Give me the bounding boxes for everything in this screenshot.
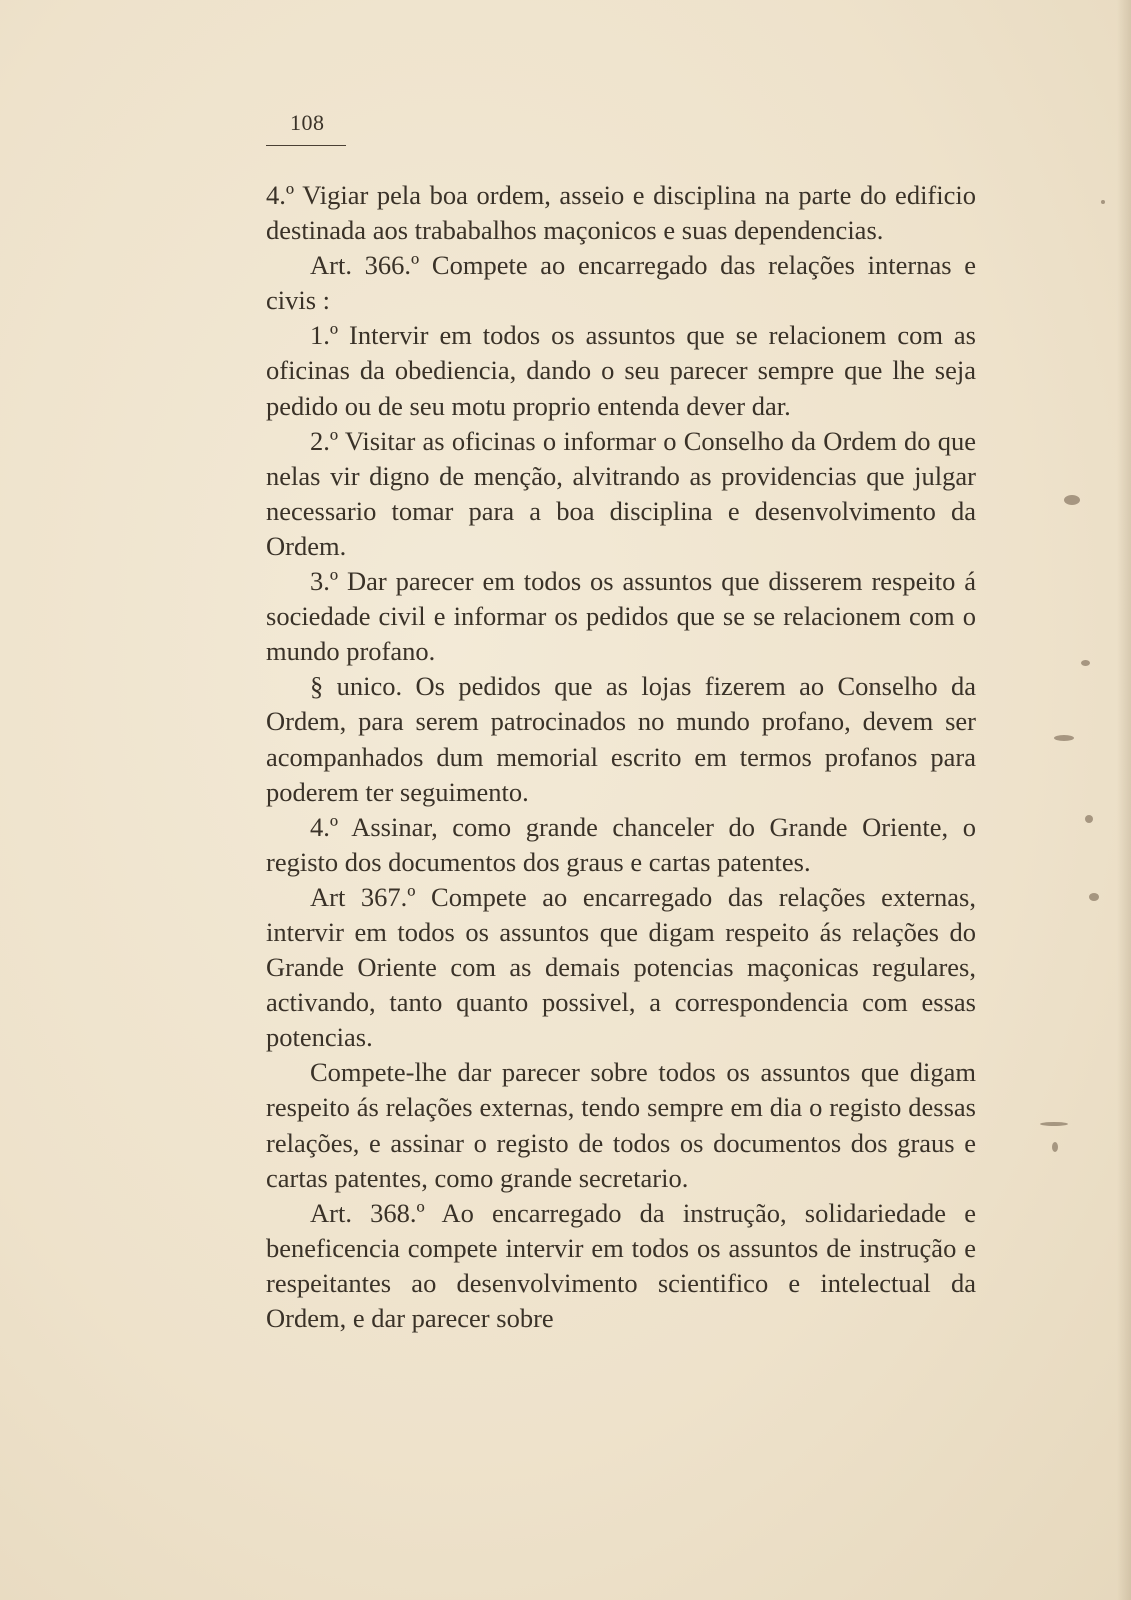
paragraph-item-4b: 4.º Assinar, como grande chanceler do Grande Oriente, o registo dos documentos dos graus e cartas patentes.: [266, 811, 976, 877]
paragraph-item-1: 1.º Intervir em todos os assuntos que se relacionem com as oficinas da obediencia, dando o seu parecer sempre que lhe seja pedido ou de seu motu proprio entenda dever dar.: [266, 320, 976, 421]
paragraph-art-366: Art. 366.º Compete ao encarregado das relações internas e civis :: [266, 250, 976, 316]
page-edge-shadow: [1117, 0, 1131, 1600]
speck: [1081, 660, 1090, 666]
page-number-rule: [266, 145, 346, 146]
speck: [1054, 735, 1074, 741]
body-text: [266, 178, 976, 1336]
speck: [1101, 200, 1105, 204]
paragraph-item-4: 4.º Vigiar pela boa ordem, asseio e disciplina na parte do edificio destinada aos trababalhos maçonicos e suas dependencias.: [266, 180, 976, 246]
paragraph-art-368: Art. 368.º Ao encarregado da instrução, solidariedade e beneficencia compete intervir em todos os assuntos de instrução e respeitantes ao desenvolvimento scientifico e intelectual da Ordem, e dar parecer sobre: [266, 1197, 976, 1333]
paragraph-item-2: 2.º Visitar as oficinas o informar o Conselho da Ordem do que nelas vir digno de menção, alvitrando as providencias que julgar necessario tomar para a boa disciplina e desenvolvimento da Ordem.: [266, 425, 976, 561]
speck: [1089, 893, 1099, 901]
speck: [1085, 815, 1093, 823]
paragraph-unico: § unico. Os pedidos que as lojas fizerem ao Conselho da Ordem, para serem patrocinados no mundo profano, devem ser acompanhados dum memorial escrito em termos profanos para poderem ter seguimento.: [266, 671, 976, 807]
page-number: 108: [290, 110, 325, 135]
speck: [1040, 1122, 1068, 1126]
paragraph-art-367: Art 367.º Compete ao encarregado das relações externas, intervir em todos os assuntos que digam respeito ás relações do Grande Oriente com as demais potencias maçonicas regulares, activando, tanto quanto possivel, a correspondencia com essas potencias.: [266, 881, 976, 1053]
paragraph-item-3: 3.º Dar parecer em todos os assuntos que disserem respeito á sociedade civil e informar os pedidos que se se relacionem com o mundo profano.: [266, 566, 976, 667]
speck: [1052, 1142, 1058, 1152]
speck: [1064, 495, 1080, 505]
paragraph-compete: Compete-lhe dar parecer sobre todos os assuntos que digam respeito ás relações externas, tendo sempre em dia o registo dessas relações, e assinar o registo de todos os documentos dos graus e cartas patentes, como grande secretario.: [266, 1057, 976, 1193]
